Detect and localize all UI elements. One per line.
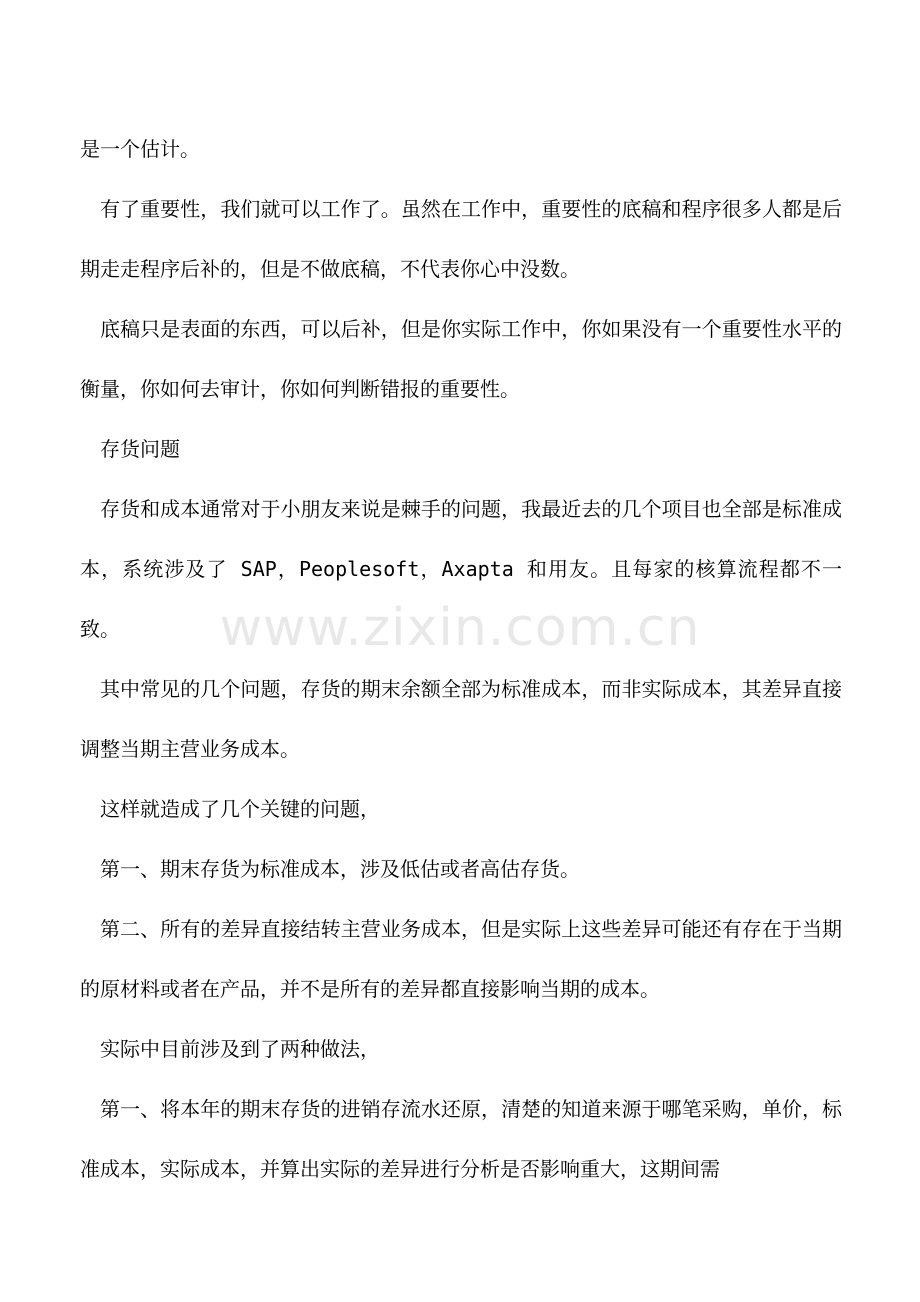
paragraph-3: 底稿只是表面的东西，可以后补，但是你实际工作中，你如果没有一个重要性水平的衡量，你如何去审计，你如何判断错报的重要性。 [80, 317, 842, 401]
paragraph-9: 第二、所有的差异直接结转主营业务成本，但是实际上这些差异可能还有存在于当期的原材料或者在产品，并不是所有的差异都直接影响当期的成本。 [80, 917, 842, 1001]
paragraph-11: 第一、将本年的期末存货的进销存流水还原，清楚的知道来源于哪笔采购，单价，标准成本，实际成本，并算出实际的差异进行分析是否影响重大，这期间需 [80, 1097, 842, 1181]
paragraph-10: 实际中目前涉及到了两种做法， [100, 1037, 380, 1061]
paragraph-6: 其中常见的几个问题，存货的期末余额全部为标准成本，而非实际成本，其差异直接调整当期主营业务成本。 [80, 677, 842, 761]
document-body [80, 119, 842, 1199]
section-heading-inventory: 存货问题 [100, 437, 180, 461]
paragraph-1: 是一个估计。 [80, 137, 200, 161]
watermark-text: www.zixin.com.cn [219, 598, 701, 658]
paragraph-7: 这样就造成了几个关键的问题， [100, 797, 380, 821]
paragraph-8: 第一、期末存货为标准成本，涉及低估或者高估存货。 [100, 857, 580, 881]
paragraph-5: 存货和成本通常对于小朋友来说是棘手的问题，我最近去的几个项目也全部是标准成本，系统涉及了 SAP，Peoplesoft，Axapta 和用友。且每家的核算流程都不一致。 [80, 497, 842, 641]
paragraph-2: 有了重要性，我们就可以工作了。虽然在工作中，重要性的底稿和程序很多人都是后期走走程序后补的，但是不做底稿，不代表你心中没数。 [80, 197, 842, 281]
